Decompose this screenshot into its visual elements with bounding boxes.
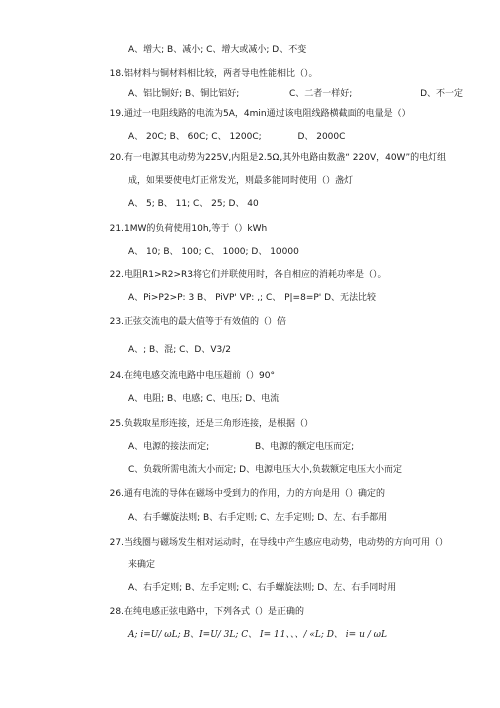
- options-text: A、电阻; B、电感; C、电压; D、电流: [128, 394, 280, 404]
- options-text: A、 5; B、 11; C、 25; D、 40: [128, 199, 259, 209]
- question-text: 铝材料与铜材料相比较，两者导电性能相比（）。: [124, 69, 318, 79]
- question-number: 27.: [109, 538, 124, 548]
- options-line: [128, 88, 463, 100]
- question-number: 28.: [109, 607, 124, 617]
- question-text: 在纯电感交流电路中电压超前（）90°: [124, 371, 275, 381]
- options-text: A; i=U/ ωL; B、I=U/ 3L; C、 I= 11、、、/ «L; D、 i= u / ωL: [128, 630, 387, 640]
- question-text: 有一电源其电动势为225V,内阻是2.5Ω,其外电路由数盏“ 220V，40W”的电灯组: [124, 153, 447, 163]
- question-text: 当线圈与磁场发生相对运动时，在导线中产生感应电动势，电动势的方向可用（）: [124, 538, 449, 548]
- options-line: [128, 198, 259, 210]
- question-text: 电阻R1>R2>R3将它们并联使用时，各自相应的消耗功率是（）。: [124, 270, 387, 280]
- question-continuation: [128, 175, 353, 187]
- option-part: A、电源的接法而定;: [128, 442, 210, 452]
- question-number: 18.: [109, 69, 124, 79]
- options-text: A、; B、混; C、D、V3/2: [128, 345, 231, 355]
- option-part: D、 2000C: [297, 132, 346, 142]
- options-line: [128, 629, 387, 641]
- option-part: D、不一定: [420, 89, 464, 99]
- question-text: 正弦交流电的最大值等于有效值的（）倍: [124, 317, 287, 327]
- options-line: [128, 464, 402, 476]
- options-line: [128, 441, 354, 453]
- question-text: 负载取星形连接，还是三角形连接，是根据（）: [124, 419, 314, 429]
- options-text: A、增大; B、减小; C、增大或减小; D、不变: [128, 45, 307, 55]
- options-text: A、 10; B、 100; C、 1000; D、 10000: [128, 247, 299, 257]
- question-number: 24.: [109, 371, 124, 381]
- option-part: B、电源的额定电压而定;: [254, 442, 355, 452]
- options-line: [128, 292, 376, 304]
- options-text: A、右手螺旋法则; B、右手定则; C、左手定则; D、左、右手都用: [128, 513, 388, 523]
- options-line: [128, 44, 306, 56]
- options-line: [128, 512, 387, 524]
- option-part: A、 20C; B、 60C; C、 1200C;: [128, 132, 262, 142]
- question-text: 在纯电感正弦电路中，下列各式（）是正确的: [124, 607, 305, 617]
- question-number: 23.: [109, 317, 124, 327]
- question-number: 20.: [109, 153, 124, 163]
- question-text: 通有电流的导体在磁场中受到力的作用，力的方向是用（）确定的: [124, 489, 386, 499]
- options-line: [128, 344, 231, 356]
- options-line: [128, 246, 299, 258]
- question-number: 19.: [109, 109, 124, 119]
- question-number: 22.: [109, 270, 124, 280]
- question-number: 21.: [109, 224, 124, 234]
- options-text: A、Pi>P2>P: 3 B、 PiVP' VP: ,; C、 P|=8=P' D、无法比较: [128, 293, 377, 303]
- options-text: A、右手定则; B、左手定则; C、右手螺旋法则; D、左、右手同时用: [128, 583, 397, 593]
- question-number: 26.: [109, 489, 124, 499]
- option-part: C、二者一样好;: [289, 89, 353, 99]
- question-text: 来确定: [128, 560, 156, 570]
- question-number: 25.: [109, 419, 124, 429]
- options-text: C、负载所需电流大小而定; D、电源电压大小,负载额定电压大小而定: [128, 465, 402, 475]
- options-line: [128, 393, 279, 405]
- question-text: 通过一电阻线路的电流为5A，4min通过该电阻线路横截面的电量是（）: [124, 109, 411, 119]
- options-line: [128, 582, 396, 594]
- question-continuation: [128, 559, 155, 571]
- question-text: 1MW的负荷使用10h,等于（）kWh: [124, 224, 268, 234]
- option-part: A、铝比铜好; B、铜比铝好;: [128, 89, 240, 99]
- options-line: [128, 131, 345, 143]
- question-text: 成，如果要使电灯正常发光，则最多能同时使用（）盏灯: [128, 176, 354, 186]
